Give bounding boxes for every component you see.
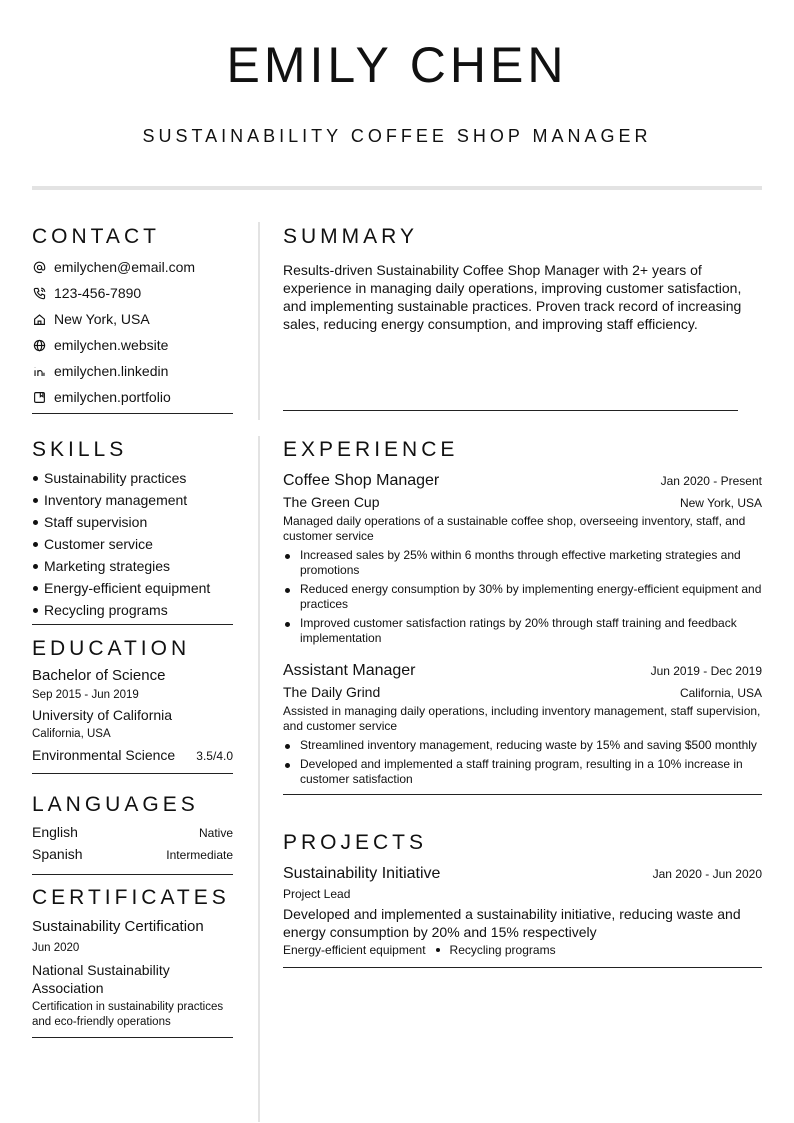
contact-heading: CONTACT [32,225,160,248]
project-description: Developed and implemented a sustainability initiative, reducing waste and energy consumption by 20% and 15% respectively [283,906,741,940]
home-icon [32,312,46,326]
certificates-divider [32,1037,233,1038]
projects-section [283,830,762,968]
education-dates: Sep 2015 - Jun 2019 [32,689,139,701]
certificates-heading: CERTIFICATES [32,886,230,909]
certificate-issuer: National Sustainability Association [32,962,170,996]
project-tag: Recycling programs [449,943,556,957]
job-title: Assistant Manager [283,662,416,679]
skill-item: Recycling programs [32,599,233,621]
skill-item: Customer service [32,533,233,555]
certificate-title: Sustainability Certification [32,918,204,935]
certificate-description: Certification in sustainability practices and eco-friendly operations [32,1001,224,1028]
projects-heading: PROJECTS [283,831,428,854]
job-entry [283,470,762,646]
languages-section [32,792,233,875]
job-bullet: Reduced energy consumption by 30% by implementing energy-efficient equipment and practices [283,582,762,612]
education-field: Environmental Science [32,747,176,763]
education-gpa: 3.5/4.0 [196,749,233,763]
education-section [32,636,233,774]
at-icon [32,260,46,274]
job-company: The Green Cup [283,494,380,510]
contact-portfolio-text: emilychen.portfolio [54,389,171,405]
contact-location-text: New York, USA [54,311,150,327]
job-bullet: Improved customer satisfaction ratings by 20% through staff training and feedback implementation [283,616,762,646]
experience-divider [283,794,762,795]
language-item: Spanish Intermediate [32,846,233,862]
job-description: Managed daily operations of a sustainable coffee shop, overseeing inventory, staff, and customer service [283,514,746,543]
experience-heading: EXPERIENCE [283,438,459,461]
job-title: Coffee Shop Manager [283,472,440,489]
project-tag: Energy-efficient equipment [283,943,426,957]
job-bullet: Streamlined inventory management, reducing waste by 15% and saving $500 monthly [283,738,762,753]
job-bullet: Increased sales by 25% within 6 months through effective marketing strategies and promotions [283,548,762,578]
certificate-date: Jun 2020 [32,942,80,954]
summary-heading: SUMMARY [283,225,418,248]
languages-divider [32,874,233,875]
summary-divider [283,410,738,411]
linkedin-icon [32,364,46,378]
resume-name: EMILY CHEN [226,37,568,93]
contact-email-text: emilychen@email.com [54,259,196,275]
education-divider [32,773,233,774]
skills-section [32,437,233,625]
contact-linkedin-text: emilychen.linkedin [54,363,169,379]
job-description: Assisted in managing daily operations, including inventory management, staff supervision, and customer service [283,704,761,733]
column-divider [258,222,260,1122]
contact-website-text: emilychen.website [54,337,169,353]
project-tags [283,943,762,957]
language-item: English Native [32,824,233,840]
job-company: The Daily Grind [283,684,381,700]
skill-item: Inventory management [32,489,233,511]
contact-portfolio[interactable] [32,384,233,410]
skills-heading: SKILLS [32,438,128,461]
portfolio-icon [32,390,46,404]
education-location: California, USA [32,728,111,740]
project-dates: Jan 2020 - Jun 2020 [652,867,762,881]
project-role: Project Lead [283,887,351,901]
contact-location [32,306,233,332]
job-location: New York, USA [679,496,762,510]
experience-section [283,437,762,795]
skill-item: Sustainability practices [32,467,233,489]
job-entry [283,660,762,787]
languages-heading: LANGUAGES [32,793,199,816]
education-heading: EDUCATION [32,637,191,660]
contact-divider [32,413,233,414]
contact-phone-text: 123-456-7890 [54,285,142,301]
summary-section [283,224,762,333]
summary-text: Results-driven Sustainability Coffee Shop Manager with 2+ years of experience in managing daily operations, improving customer satisfaction, and implementing sustainable practices. Proven track record of increasing sales, reducing energy consumption, and improving staff efficiency. [283,262,742,332]
projects-divider [283,967,762,968]
globe-icon [32,338,46,352]
certificates-section [32,885,233,1038]
contact-linkedin[interactable] [32,358,233,384]
job-location: California, USA [679,686,762,700]
job-dates: Jun 2019 - Dec 2019 [650,664,762,678]
skill-item: Marketing strategies [32,555,233,577]
education-school: University of California [32,707,173,723]
contact-phone[interactable] [32,280,233,306]
phone-icon [32,286,46,300]
header-divider [32,186,762,190]
resume-title: SUSTAINABILITY COFFEE SHOP MANAGER [142,126,652,146]
job-bullet: Developed and implemented a staff training program, resulting in a 10% increase in customer satisfaction [283,757,762,787]
education-degree: Bachelor of Science [32,667,166,684]
skills-divider [32,624,233,625]
skill-item: Staff supervision [32,511,233,533]
contact-section [32,224,233,414]
contact-email[interactable] [32,254,233,280]
project-entry [283,863,762,957]
contact-website[interactable] [32,332,233,358]
skill-item: Energy-efficient equipment [32,577,233,599]
job-dates: Jan 2020 - Present [660,474,762,488]
project-title: Sustainability Initiative [283,865,441,882]
